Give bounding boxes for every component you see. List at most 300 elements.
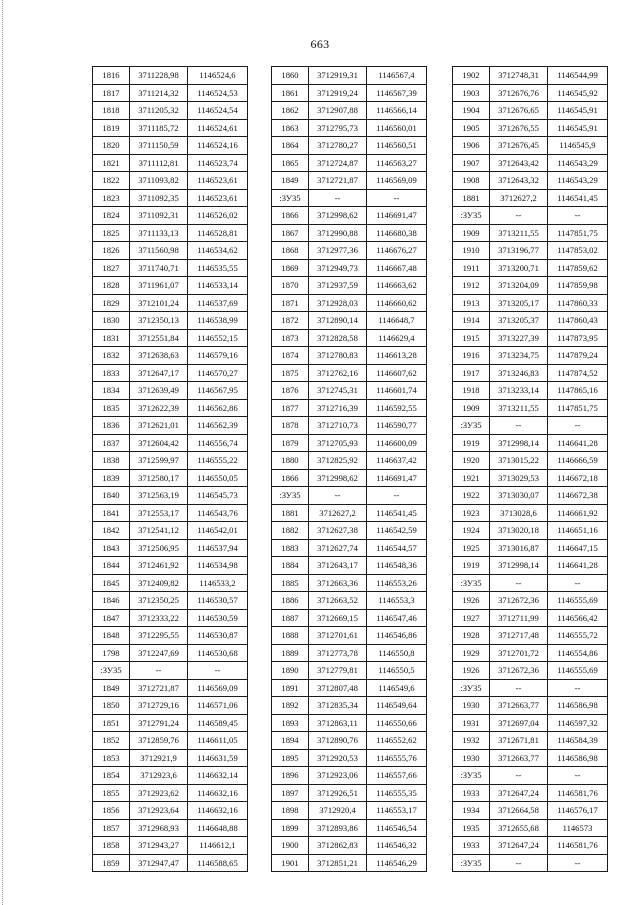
point-number-cell: 1853 [93,749,130,767]
y-coordinate-cell: 1146600,09 [367,434,427,452]
x-coordinate-cell: 3713204,09 [490,277,548,295]
table-row [453,399,608,417]
coordinates-table-middle [271,66,427,872]
table-row [93,697,248,715]
x-coordinate-cell: 3712724,87 [309,154,367,172]
x-coordinate-cell: -- [490,417,548,435]
table-row [93,662,248,680]
table-row [93,399,248,417]
point-number-cell: 1859 [93,854,130,872]
table-row [453,329,608,347]
x-coordinate-cell: 3712721,87 [309,172,367,190]
x-coordinate-cell: 3712949,73 [309,259,367,277]
x-coordinate-cell: 3712923,6 [130,767,188,785]
point-number-cell: 1862 [272,102,309,120]
x-coordinate-cell: 3712977,36 [309,242,367,260]
point-number-cell: 1843 [93,539,130,557]
point-number-cell: 1889 [272,644,309,662]
table-row [93,189,248,207]
x-coordinate-cell: 3712890,14 [309,312,367,330]
y-coordinate-cell: 1146556,74 [188,434,248,452]
y-coordinate-cell: 1146545,91 [548,102,608,120]
point-number-cell: 1833 [93,364,130,382]
y-coordinate-cell: 1146524,6 [188,67,248,85]
table-row [272,172,427,190]
point-number-cell: 1825 [93,224,130,242]
table-row [453,347,608,365]
x-coordinate-cell: 3712717,48 [490,627,548,645]
table-row [272,697,427,715]
point-number-cell: 1838 [93,452,130,470]
x-coordinate-cell: 3712655,68 [490,819,548,837]
x-coordinate-cell: 3711093,82 [130,172,188,190]
point-number-cell: 1820 [93,137,130,155]
y-coordinate-cell: 1146530,59 [188,609,248,627]
table-row [272,732,427,750]
y-coordinate-cell: -- [548,679,608,697]
point-number-cell: 1921 [453,469,490,487]
table-row [453,854,608,872]
y-coordinate-cell: 1146542,59 [367,522,427,540]
y-coordinate-cell: 1146555,35 [367,784,427,802]
table-row [272,592,427,610]
point-number-cell: 1929 [453,644,490,662]
table-row [272,399,427,417]
x-coordinate-cell: 3711560,98 [130,242,188,260]
table-row [453,84,608,102]
x-coordinate-cell: 3712779,81 [309,662,367,680]
x-coordinate-cell: 3713196,77 [490,242,548,260]
table-row [272,784,427,802]
x-coordinate-cell: 3712663,77 [490,749,548,767]
y-coordinate-cell: 1146528,81 [188,224,248,242]
table-row [272,557,427,575]
point-number-cell: 1930 [453,697,490,715]
table-row [272,644,427,662]
x-coordinate-cell: 3712947,47 [130,854,188,872]
table-row [453,294,608,312]
y-coordinate-cell: 1146555,76 [367,749,427,767]
point-number-cell: 1886 [272,592,309,610]
y-coordinate-cell: 1146691,47 [367,469,427,487]
x-coordinate-cell: 3712926,51 [309,784,367,802]
table-row [272,714,427,732]
point-number-cell: :ЗУ35 [453,417,490,435]
table-row [93,259,248,277]
point-number-cell: 1880 [272,452,309,470]
x-coordinate-cell: 3712672,36 [490,662,548,680]
y-coordinate-cell: 1146538,99 [188,312,248,330]
point-number-cell: 1867 [272,224,309,242]
y-coordinate-cell: 1146550,66 [367,714,427,732]
table-row [453,154,608,172]
y-coordinate-cell: 1146641,28 [548,557,608,575]
point-number-cell: 1861 [272,84,309,102]
table-row [453,574,608,592]
y-coordinate-cell: 1146546,32 [367,837,427,855]
y-coordinate-cell: 1147873,95 [548,329,608,347]
y-coordinate-cell: 1146546,29 [367,854,427,872]
x-coordinate-cell: 3712825,92 [309,452,367,470]
point-number-cell: 1816 [93,67,130,85]
x-coordinate-cell: 3711228,98 [130,67,188,85]
point-number-cell: 1933 [453,784,490,802]
table-row [272,487,427,505]
table-row [453,102,608,120]
y-coordinate-cell: 1146555,72 [548,627,608,645]
x-coordinate-cell: 3713233,14 [490,382,548,400]
y-coordinate-cell: 1146533,14 [188,277,248,295]
x-coordinate-cell: 3712621,01 [130,417,188,435]
x-coordinate-cell: 3712762,16 [309,364,367,382]
y-coordinate-cell: -- [548,207,608,225]
point-number-cell: 1926 [453,662,490,680]
y-coordinate-cell: -- [188,662,248,680]
y-coordinate-cell: 1146607,62 [367,364,427,382]
table-row [272,224,427,242]
point-number-cell: 1900 [272,837,309,855]
y-coordinate-cell: 1146526,02 [188,207,248,225]
x-coordinate-cell: 3711092,31 [130,207,188,225]
table-row [93,592,248,610]
x-coordinate-cell: 3712409,82 [130,574,188,592]
y-coordinate-cell: 1146544,57 [367,539,427,557]
point-number-cell: 1907 [453,154,490,172]
y-coordinate-cell: 1146560,01 [367,119,427,137]
point-number-cell: 1863 [272,119,309,137]
table-row [93,312,248,330]
table-row [93,854,248,872]
table-row [272,102,427,120]
point-number-cell: 1892 [272,697,309,715]
table-row [272,609,427,627]
y-coordinate-cell: 1146545,92 [548,84,608,102]
table-row [93,277,248,295]
point-number-cell: 1834 [93,382,130,400]
y-coordinate-cell: 1146648,88 [188,819,248,837]
x-coordinate-cell: 3711961,07 [130,277,188,295]
y-coordinate-cell: 1146612,1 [188,837,248,855]
point-number-cell: 1883 [272,539,309,557]
table-row [272,749,427,767]
x-coordinate-cell: 3712627,38 [309,522,367,540]
point-number-cell: 1881 [453,189,490,207]
point-number-cell: 1864 [272,137,309,155]
x-coordinate-cell: 3712828,58 [309,329,367,347]
table-row [93,732,248,750]
x-coordinate-cell: 3712919,24 [309,84,367,102]
point-number-cell: 1910 [453,242,490,260]
point-number-cell: 1839 [93,469,130,487]
point-number-cell: 1868 [272,242,309,260]
x-coordinate-cell: 3713211,55 [490,224,548,242]
y-coordinate-cell: 1146533,2 [188,574,248,592]
x-coordinate-cell: 3713211,55 [490,399,548,417]
x-coordinate-cell: 3712701,72 [490,644,548,662]
x-coordinate-cell: 3712647,17 [130,364,188,382]
x-coordinate-cell: 3712669,15 [309,609,367,627]
x-coordinate-cell: 3712671,81 [490,732,548,750]
point-number-cell: 1854 [93,767,130,785]
table-row [453,242,608,260]
table-row [453,557,608,575]
table-row [453,784,608,802]
y-coordinate-cell: 1146554,86 [548,644,608,662]
point-number-cell: 1899 [272,819,309,837]
point-number-cell: 1885 [272,574,309,592]
x-coordinate-cell: 3712928,03 [309,294,367,312]
table-row [272,574,427,592]
table-row [453,732,608,750]
x-coordinate-cell: 3712729,16 [130,697,188,715]
x-coordinate-cell: 3712333,22 [130,609,188,627]
y-coordinate-cell: 1146586,98 [548,749,608,767]
point-number-cell: 1882 [272,522,309,540]
point-number-cell: 1844 [93,557,130,575]
table-row [453,259,608,277]
point-number-cell: 1877 [272,399,309,417]
point-number-cell: 1849 [272,172,309,190]
table-row [453,662,608,680]
x-coordinate-cell: 3712851,21 [309,854,367,872]
point-number-cell: 1847 [93,609,130,627]
table-row [93,714,248,732]
x-coordinate-cell: 3713234,75 [490,347,548,365]
x-coordinate-cell: 3712998,14 [490,434,548,452]
point-number-cell: 1831 [93,329,130,347]
x-coordinate-cell: 3713200,71 [490,259,548,277]
y-coordinate-cell: 1146573 [548,819,608,837]
table-row [272,277,427,295]
table-row [453,224,608,242]
x-coordinate-cell: 3712859,76 [130,732,188,750]
y-coordinate-cell: 1146523,61 [188,172,248,190]
x-coordinate-cell: 3712461,92 [130,557,188,575]
table-row [93,417,248,435]
y-coordinate-cell: 1146555,69 [548,662,608,680]
y-coordinate-cell: 1146601,74 [367,382,427,400]
x-coordinate-cell: 3712676,65 [490,102,548,120]
y-coordinate-cell: 1146548,36 [367,557,427,575]
table-row [272,242,427,260]
y-coordinate-cell: 1146555,69 [548,592,608,610]
table-row [93,137,248,155]
x-coordinate-cell: 3711092,35 [130,189,188,207]
point-number-cell: 1922 [453,487,490,505]
table-row [93,172,248,190]
y-coordinate-cell: 1146586,98 [548,697,608,715]
point-number-cell: 1851 [93,714,130,732]
table-row [272,67,427,85]
y-coordinate-cell: 1146571,06 [188,697,248,715]
y-coordinate-cell: 1146557,66 [367,767,427,785]
x-coordinate-cell: 3711740,71 [130,259,188,277]
table-row [272,522,427,540]
x-coordinate-cell: 3712923,06 [309,767,367,785]
y-coordinate-cell: 1146672,18 [548,469,608,487]
table-row [453,539,608,557]
x-coordinate-cell: 3712862,83 [309,837,367,855]
y-coordinate-cell: 1146592,55 [367,399,427,417]
point-number-cell: 1826 [93,242,130,260]
point-number-cell: 1924 [453,522,490,540]
y-coordinate-cell: 1146637,42 [367,452,427,470]
point-number-cell: 1895 [272,749,309,767]
x-coordinate-cell: 3712295,55 [130,627,188,645]
table-row [453,837,608,855]
x-coordinate-cell: -- [490,574,548,592]
point-number-cell: 1905 [453,119,490,137]
point-number-cell: 1904 [453,102,490,120]
y-coordinate-cell: 1147879,24 [548,347,608,365]
point-number-cell: 1913 [453,294,490,312]
x-coordinate-cell: 3712919,31 [309,67,367,85]
point-number-cell: 1823 [93,189,130,207]
y-coordinate-cell: 1147859,62 [548,259,608,277]
table-row [272,329,427,347]
point-number-cell: 1884 [272,557,309,575]
point-number-cell: 1911 [453,259,490,277]
table-row [453,382,608,400]
point-number-cell: 1866 [272,207,309,225]
table-row [93,749,248,767]
x-coordinate-cell: 3712748,31 [490,67,548,85]
x-coordinate-cell: 3712920,53 [309,749,367,767]
table-row [272,837,427,855]
point-number-cell: 1917 [453,364,490,382]
table-row [453,627,608,645]
y-coordinate-cell: -- [548,574,608,592]
y-coordinate-cell: 1146570,27 [188,364,248,382]
table-row [93,522,248,540]
table-row [272,189,427,207]
y-coordinate-cell: 1146535,55 [188,259,248,277]
point-number-cell: :ЗУ35 [453,679,490,697]
x-coordinate-cell: 3711214,32 [130,84,188,102]
point-number-cell: 1870 [272,277,309,295]
y-coordinate-cell: 1146530,87 [188,627,248,645]
x-coordinate-cell: 3712795,73 [309,119,367,137]
y-coordinate-cell: 1146589,45 [188,714,248,732]
x-coordinate-cell: 3712350,25 [130,592,188,610]
x-coordinate-cell: 3713016,87 [490,539,548,557]
y-coordinate-cell: 1147860,33 [548,294,608,312]
x-coordinate-cell: 3712247,69 [130,644,188,662]
y-coordinate-cell: 1147851,75 [548,224,608,242]
point-number-cell: 1857 [93,819,130,837]
x-coordinate-cell: 3713246,83 [490,364,548,382]
table-row [272,259,427,277]
x-coordinate-cell: 3712643,17 [309,557,367,575]
table-row [272,854,427,872]
point-number-cell: 1828 [93,277,130,295]
table-row [453,189,608,207]
y-coordinate-cell: 1147874,52 [548,364,608,382]
table-row [453,487,608,505]
y-coordinate-cell: 1146660,62 [367,294,427,312]
table-row [272,767,427,785]
point-number-cell: 1887 [272,609,309,627]
point-number-cell: :ЗУ35 [272,487,309,505]
y-coordinate-cell: 1146553,17 [367,802,427,820]
y-coordinate-cell: 1146579,16 [188,347,248,365]
x-coordinate-cell: 3712599,97 [130,452,188,470]
table-row [93,224,248,242]
y-coordinate-cell: 1146566,42 [548,609,608,627]
table-row [453,67,608,85]
table-row [453,172,608,190]
y-coordinate-cell: 1146569,09 [188,679,248,697]
x-coordinate-cell: 3713029,53 [490,469,548,487]
x-coordinate-cell: -- [309,487,367,505]
table-row [453,312,608,330]
x-coordinate-cell: 3712721,87 [130,679,188,697]
point-number-cell: 1835 [93,399,130,417]
point-number-cell: 1893 [272,714,309,732]
point-number-cell: 1827 [93,259,130,277]
table-row [93,609,248,627]
point-number-cell: 1858 [93,837,130,855]
y-coordinate-cell: 1146524,53 [188,84,248,102]
y-coordinate-cell: 1146648,7 [367,312,427,330]
x-coordinate-cell: 3711205,32 [130,102,188,120]
x-coordinate-cell: 3712627,2 [309,504,367,522]
table-row [93,627,248,645]
table-row [272,364,427,382]
x-coordinate-cell: 3712716,39 [309,399,367,417]
x-coordinate-cell: 3712710,73 [309,417,367,435]
y-coordinate-cell: 1146550,8 [367,644,427,662]
x-coordinate-cell: 3712998,62 [309,207,367,225]
y-coordinate-cell: 1146530,68 [188,644,248,662]
table-row [272,84,427,102]
x-coordinate-cell: 3712990,88 [309,224,367,242]
x-coordinate-cell: 3712773,78 [309,644,367,662]
table-row [453,137,608,155]
y-coordinate-cell: 1146629,4 [367,329,427,347]
table-row [93,802,248,820]
table-row [453,819,608,837]
point-number-cell: 1912 [453,277,490,295]
point-number-cell: 1842 [93,522,130,540]
table-row [453,802,608,820]
table-row [453,697,608,715]
y-coordinate-cell: 1146581,76 [548,784,608,802]
y-coordinate-cell: 1146530,57 [188,592,248,610]
point-number-cell: 1849 [93,679,130,697]
x-coordinate-cell: 3712907,88 [309,102,367,120]
y-coordinate-cell: 1146661,92 [548,504,608,522]
x-coordinate-cell: 3712101,24 [130,294,188,312]
x-coordinate-cell: 3712663,52 [309,592,367,610]
y-coordinate-cell: 1146546,54 [367,819,427,837]
x-coordinate-cell: 3712676,45 [490,137,548,155]
table-row [453,207,608,225]
y-coordinate-cell: 1146590,77 [367,417,427,435]
y-coordinate-cell: -- [548,767,608,785]
x-coordinate-cell: 3712863,11 [309,714,367,732]
y-coordinate-cell: 1146567,39 [367,84,427,102]
y-coordinate-cell: 1146547,46 [367,609,427,627]
table-row [93,469,248,487]
point-number-cell: :ЗУ35 [453,854,490,872]
table-row [272,627,427,645]
x-coordinate-cell: 3712627,74 [309,539,367,557]
x-coordinate-cell: 3712639,49 [130,382,188,400]
table-row [93,487,248,505]
x-coordinate-cell: 3712580,17 [130,469,188,487]
y-coordinate-cell: 1146567,4 [367,67,427,85]
